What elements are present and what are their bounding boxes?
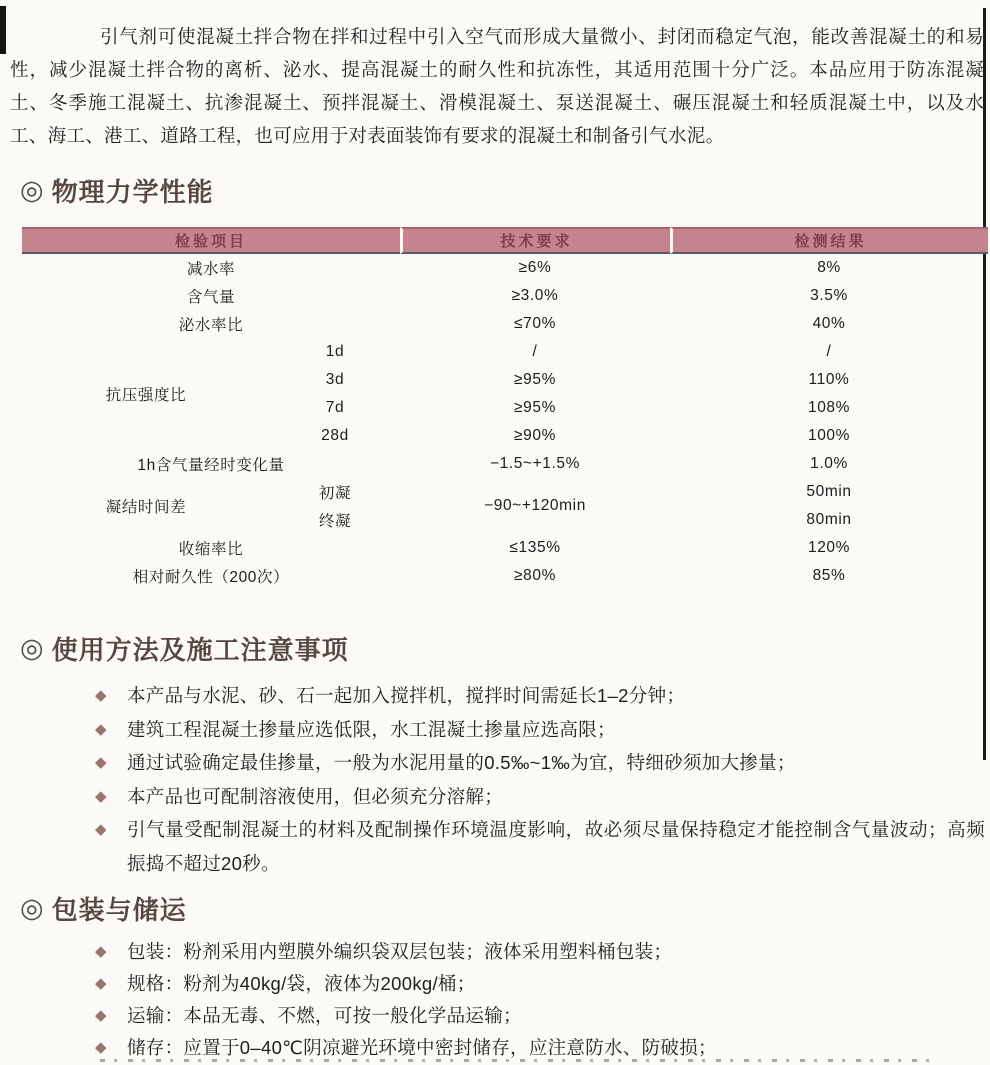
table-row <box>22 562 988 590</box>
cell-result: 3.5% <box>810 287 848 304</box>
cell-subitem: 1d <box>325 343 345 360</box>
list-item <box>95 936 985 968</box>
list-item <box>95 713 985 747</box>
diamond-bullet-icon: ◆ <box>95 1039 107 1056</box>
cell-requirement: ≥90% <box>514 427 556 444</box>
list-item-text: 引气量受配制混凝土的材料及配制操作环境温度影响，故必须尽量保持稳定才能控制含气量波动；高频振捣不超过20秒。 <box>127 819 985 874</box>
cell-item: 含气量 <box>186 289 236 306</box>
list-item-text: 建筑工程混凝土掺量应选低限，水工混凝土掺量应选高限； <box>127 718 616 740</box>
table-row <box>22 254 988 282</box>
cell-result: 50min <box>806 483 852 500</box>
cell-requirement: / <box>532 343 538 360</box>
diamond-bullet-icon: ◆ <box>95 754 107 771</box>
cell-item: 1h含气量经时变化量 <box>137 457 285 474</box>
clipped-bottom-text-remnant <box>100 1059 940 1062</box>
section-heading-physical <box>20 172 214 209</box>
column-header-result: 检测结果 <box>670 227 988 254</box>
list-item <box>95 679 985 713</box>
cell-requirement: ≥95% <box>514 399 556 416</box>
cell-item: 减水率 <box>186 261 236 278</box>
list-item-text: 包装：粉剂采用内塑膜外编织袋双层包装；液体采用塑料桶包装； <box>127 941 673 962</box>
cell-item-group: 凝结时间差 <box>105 499 187 516</box>
section-marker-icon: ◎ <box>20 633 45 663</box>
cell-result: 8% <box>817 259 841 276</box>
table-row <box>22 450 988 478</box>
cell-result: 80min <box>806 511 852 528</box>
cell-requirement: ≥80% <box>514 567 556 584</box>
cell-result: 40% <box>812 315 846 332</box>
section-title: 物理力学性能 <box>51 177 214 207</box>
cell-result: 110% <box>808 371 850 388</box>
list-item <box>95 813 985 880</box>
section-marker-icon: ◎ <box>20 175 45 205</box>
column-header-requirement: 技术要求 <box>400 227 670 254</box>
usage-bullet-list <box>95 679 985 880</box>
cell-requirement: −1.5~+1.5% <box>489 455 581 472</box>
list-item-text: 本产品也可配制溶液使用，但必须充分溶解； <box>127 785 504 807</box>
cell-subitem: 7d <box>325 399 345 416</box>
list-item <box>95 746 985 780</box>
list-item-text: 规格：粉剂为40kg/袋，液体为200kg/桶； <box>127 973 476 994</box>
section-heading-usage <box>20 630 349 667</box>
list-item-text: 储存：应置于0–40℃阴凉避光环境中密封储存，应注意防水、防破损； <box>127 1037 717 1058</box>
cell-requirement: −90~+120min <box>484 497 586 514</box>
section-heading-packaging <box>20 890 187 927</box>
cell-requirement: ≥6% <box>518 259 552 276</box>
cell-item: 收缩率比 <box>178 541 244 558</box>
section-title: 使用方法及施工注意事项 <box>51 635 349 665</box>
diamond-bullet-icon: ◆ <box>95 1007 107 1024</box>
cell-item: 相对耐久性（200次） <box>132 569 290 586</box>
diamond-bullet-icon: ◆ <box>95 720 107 738</box>
cell-requirement: ≥95% <box>514 371 556 388</box>
diamond-bullet-icon: ◆ <box>95 787 107 805</box>
list-item <box>95 1000 985 1032</box>
cell-result: 120% <box>807 539 851 556</box>
table-row <box>22 478 988 506</box>
column-header-item: 检验项目 <box>22 227 400 254</box>
cell-result: / <box>826 343 832 360</box>
table-header-row <box>22 227 988 254</box>
table-row <box>22 338 988 366</box>
table-row <box>22 282 988 310</box>
cell-result: 85% <box>812 567 846 584</box>
table-row <box>22 534 988 562</box>
cell-result: 108% <box>807 399 851 416</box>
cell-requirement: ≤135% <box>509 539 561 556</box>
diamond-bullet-icon: ◆ <box>95 975 107 992</box>
cell-result: 100% <box>807 427 851 444</box>
packaging-bullet-list <box>95 936 985 1064</box>
cell-subitem: 3d <box>325 371 345 388</box>
section-marker-icon: ◎ <box>20 893 45 923</box>
list-item <box>95 780 985 814</box>
physical-properties-table <box>22 227 988 590</box>
diamond-bullet-icon: ◆ <box>95 821 107 838</box>
diamond-bullet-icon: ◆ <box>95 687 107 704</box>
cell-subitem: 初凝 <box>318 485 352 502</box>
table-row <box>22 310 988 338</box>
cell-subitem: 终凝 <box>318 513 352 530</box>
list-item-text: 通过试验确定最佳掺量，一般为水泥用量的0.5‰~1‰为宜，特细砂须加大掺量； <box>127 752 796 773</box>
cell-item-group: 抗压强度比 <box>105 387 187 404</box>
cell-requirement: ≥3.0% <box>511 287 559 304</box>
scan-artifact-left-edge <box>0 6 6 54</box>
list-item <box>95 968 985 1000</box>
section-title: 包装与储运 <box>51 895 187 925</box>
intro-paragraph: 引气剂可使混凝土拌合物在拌和过程中引入空气而形成大量微小、封闭而稳定气泡，能改善混凝土的和易性，减少混凝土拌合物的离析、泌水、提高混凝土的耐久性和抗冻性，其适用范围十分广泛。本品应用于防冻混凝土、冬季施工混凝土、抗渗混凝土、预拌混凝土、滑模混凝土、泵送混凝土、碾压混凝土和轻质混凝土中，以及水工、海工、港工、道路工程，也可应用于对表面装饰有要求的混凝土和制备引气水泥。 <box>10 26 984 146</box>
cell-result: 1.0% <box>810 455 848 472</box>
cell-item: 泌水率比 <box>178 317 244 334</box>
list-item-text: 运输：本品无毒、不燃，可按一般化学品运输； <box>127 1005 522 1026</box>
list-item-text: 本产品与水泥、砂、石一起加入搅拌机，搅拌时间需延长1–2分钟； <box>127 685 686 706</box>
cell-requirement: ≤70% <box>514 315 556 332</box>
diamond-bullet-icon: ◆ <box>95 943 107 960</box>
cell-subitem: 28d <box>321 427 349 444</box>
